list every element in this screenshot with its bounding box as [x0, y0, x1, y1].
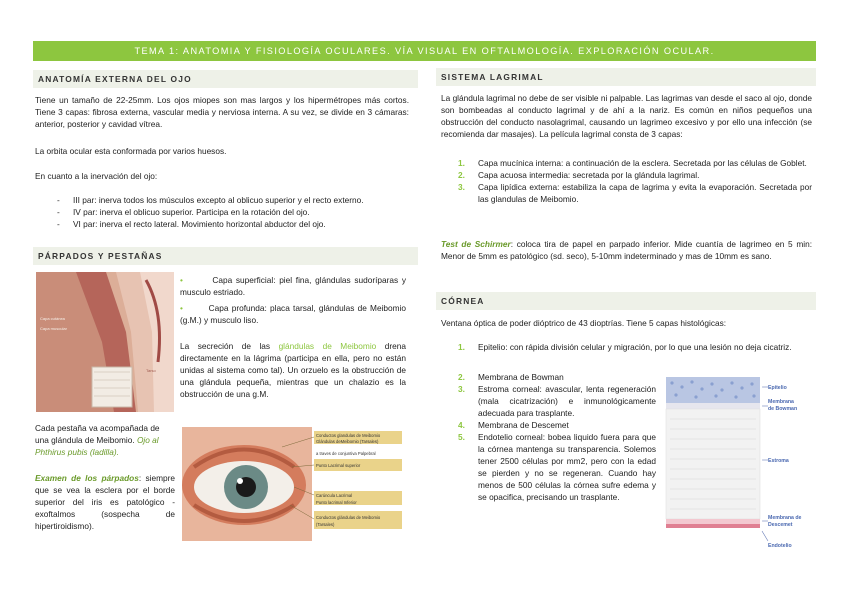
list-item: - VI par: inerva el recto lateral. Movimiento horizontal abductor del ojo. [57, 218, 407, 230]
section-title: CÓRNEA [441, 296, 485, 306]
figure-label: Estroma [768, 458, 789, 464]
figure-label: Membrana [768, 399, 794, 405]
list-item: 3. Estroma corneal: avascular, lenta regeneración (mala cicatrización) e inmunológicamente adecuada para trasplante. [458, 384, 656, 419]
section-header-cornea [436, 292, 816, 310]
section-header-anatomia [33, 70, 418, 88]
list-item: - III par: inerva todos los músculos excepto al oblicuo superior y el recto externo. [57, 194, 407, 206]
list-item: 5. Endotelio corneal: bobea liquido fuera para que la córnea mantenga su transparencia. Solemos tener 2500 células por mm2, pero con la edad se pierden y no se regeneran. Cuando hay menos de 500 células la córnea sufre edema y se opacifica, precisando un trasplante. [458, 432, 656, 503]
list-item: 2. Capa acuosa intermedia: secretada por la glándula lagrimal. [458, 170, 700, 181]
figure-label: Descemet [768, 522, 793, 528]
figure-label: a traves de conjuntiva Palpebral [316, 451, 376, 456]
anatomia-paragraph: Tiene un tamaño de 22-25mm. Los ojos miopes son mas largos y los hipermétropes más cortos. Tiene 3 capas: fibrosa externa, vascular media y nerviosa interna. A su vez, se divide en 3 cámaras: anterior, posterior y cavidad vítrea. [35, 95, 409, 130]
figure-label: Capa muscular [40, 326, 67, 331]
capa-superficial-bullet: • Capa superficial: piel fina, glándulas sudoríparas y musculo estriado. [180, 275, 406, 298]
eye-lacrimal-figure [182, 427, 412, 541]
list-item: 1. Epitelio: con rápida división celular y migración, por lo que una lesión no deja cicatriz. [458, 342, 792, 352]
highlight-meibomio: glándulas de Meibomio [278, 341, 377, 351]
figure-label: Punto Lacrimal superior [316, 463, 361, 468]
figure-label: Capa cutánea [40, 316, 65, 321]
pestanas-paragraph: Cada pestaña va acompañada de una glándula de Meibomio. Ojo al Phthirus pubis (ladilla). [35, 423, 160, 458]
figure-label: Punto lacrimal Inferior [316, 500, 357, 505]
section-title: ANATOMÍA EXTERNA DEL OJO [38, 74, 192, 84]
orbita-paragraph: La orbita ocular esta conformada por varios huesos. [35, 146, 227, 156]
figure-label: de Bowman [768, 406, 798, 412]
figure-label: Tarso [146, 368, 156, 373]
section-title: PÁRPADOS Y PESTAÑAS [38, 251, 163, 261]
page-banner: TEMA 1: ANATOMIA Y FISIOLOGÍA OCULARES. VÍA VISUAL EN OFTALMOLOGÍA. EXPLORACIÓN OCULAR. [33, 41, 816, 61]
figure-label: Conductos glándulas de Meibomio [316, 515, 381, 520]
list-item: 3. Capa lipídica externa: estabiliza la capa de lagrima y evita la evaporación. Secretada por las glandulas de Meibomio. [458, 182, 812, 205]
figure-label: Membrana de [768, 515, 802, 521]
lagrimal-paragraph: La glándula lagrimal no debe de ser visible ni palpable. Las lagrimas van desde el saco al ojo, donde son bombeadas al conducto lagrimal y de ahí a la nariz. Es común en niños pequeños una obstrucción del conducto nasolagrimal, causando un lagrimeo excesivo y por ello una infección (se recomienda dar masajes). La película lagrimal consta de 3 capas: [441, 93, 812, 140]
figure-label: Glándulas deMeibomio (Tarsales) [316, 439, 379, 444]
section-title: SISTEMA LAGRIMAL [441, 72, 544, 82]
list-item: 2. Membrana de Bowman [458, 372, 564, 382]
eye-illustration [182, 427, 412, 541]
figure-label: Carúncula Lacrimal [316, 493, 353, 498]
capa-profunda-bullet: • Capa profunda: placa tarsal, glándulas de Meibomio (g.M.) y musculo liso. [180, 303, 406, 326]
section-header-lagrimal [436, 68, 816, 86]
meibomio-paragraph: La secreción de las glándulas de Meibomio drena directamente en la lágrima (participa en ella, pero no están unidas al sistema como tal). Un orzuelo es la obstrucción de una glándula pequeña, mientras que un chalazio es la obstrucción de una g.M. [180, 341, 406, 400]
list-item: 4. Membrana de Descemet [458, 420, 569, 431]
pelicula-lagrimal-list [458, 157, 812, 205]
eyelid-section-figure [36, 272, 174, 412]
figure-label: Epitelio [768, 385, 787, 391]
capas-cornea-list [458, 341, 812, 353]
examen-parpados-paragraph: Examen de los párpados: siempre que se vea la esclera por el borde superior del iris es patológico - exoftalmos (sospecha de hipertiroidismo). [35, 473, 175, 532]
figure-label: (Tarsales) [316, 522, 335, 527]
list-item: - IV par: inerva el oblicuo superior. Participa en la rotación del ojo. [57, 206, 407, 218]
schirmer-paragraph: Test de Schirmer: coloca tira de papel en parpado inferior. Mide cuantía de lagrimeo en 5 min: Menor de 5mm es patológico (sd. seco), 5-10mm indeterminado y mas de 10mm es sano. [441, 239, 813, 262]
capas-cornea-list-cont [458, 371, 656, 503]
bullet-icon: • [180, 303, 183, 313]
figure-label: Conductos glandulas de Meibomio [316, 433, 381, 438]
inervacion-paragraph: En cuanto a la inervación del ojo: [35, 171, 158, 181]
bullet-icon: • [180, 275, 183, 285]
figure-label: Endotelio [768, 543, 792, 549]
cornea-paragraph: Ventana óptica de poder dióptrico de 43 dioptrías. Tiene 5 capas histológicas: [441, 318, 727, 328]
cornea-layers-figure [664, 375, 816, 553]
section-header-parpados [33, 247, 418, 265]
list-item: 1. Capa mucínica interna: a continuación de la esclera. Secretada por las células de Goblet. [458, 158, 807, 168]
eyelid-illustration [36, 272, 174, 412]
cornea-illustration [664, 375, 816, 553]
inervacion-list [57, 194, 407, 230]
